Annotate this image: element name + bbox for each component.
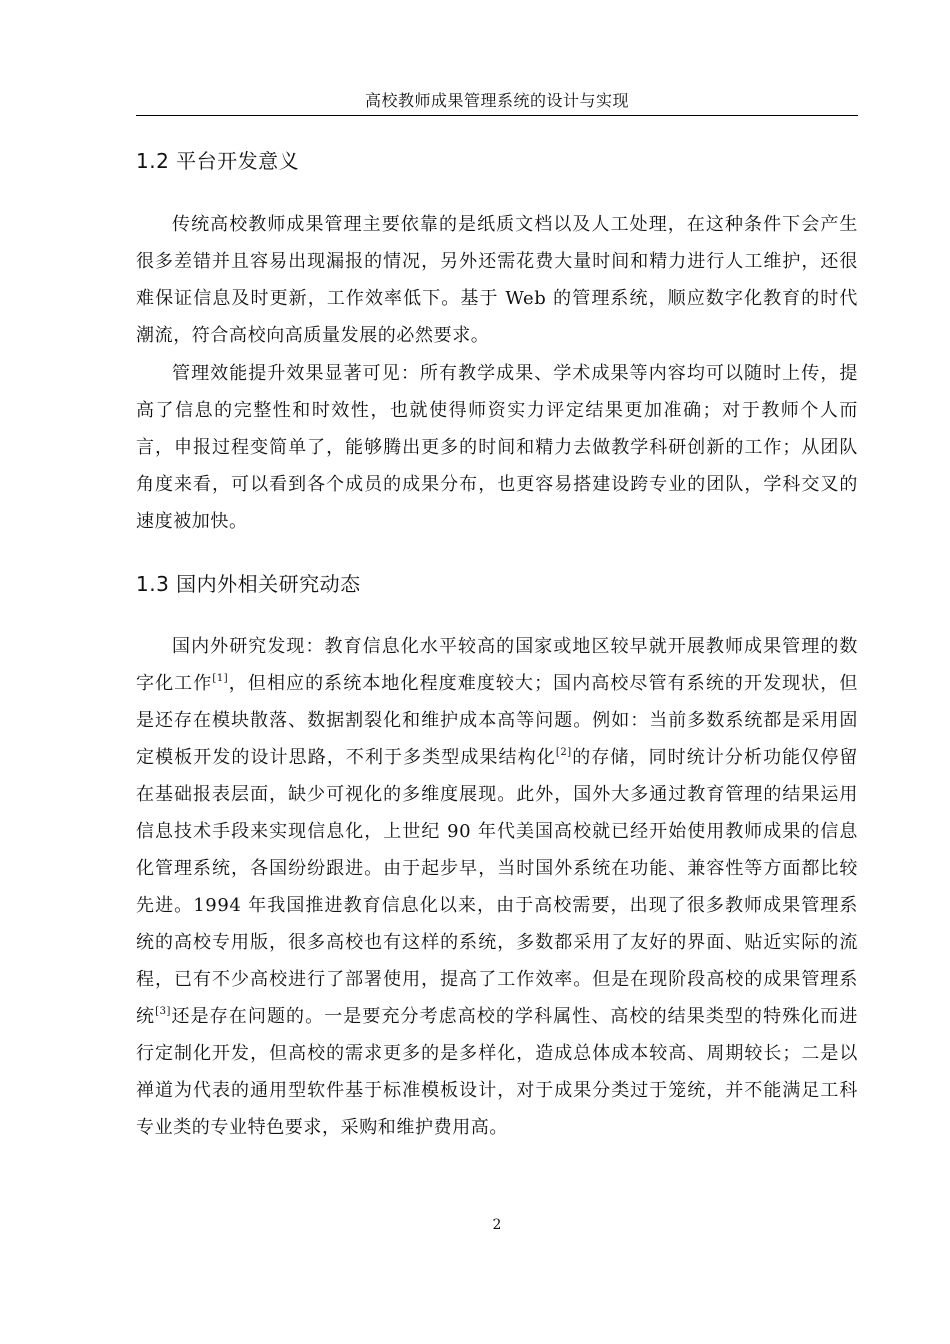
paragraph-1-2-b: 管理效能提升效果显著可见：所有教学成果、学术成果等内容均可以随时上传，提高了信息的完整性和时效性，也就使得师资实力评定结果更加准确；对于教师个人而言，申报过程变简单了，能够腾出更多的时间和精力去做教学科研创新的工作；从团队角度来看，可以看到各个成员的成果分布，也更容易搭建设跨专业的团队，学科交叉的速度被加快。 xyxy=(136,363,858,532)
page-number: 2 xyxy=(492,1217,502,1233)
section-heading-1-3: 1.3 国内外相关研究动态 xyxy=(136,572,361,596)
paragraph-1-3-part3: 的存储，同时统计分析功能仅停留在基础报表层面，缺少可视化的多维度展现。此外，国外大多通过教育管理的结果运用信息技术手段来实现信息化，上世纪 90 年代美国高校就已经开始使用教师成果的信息化管理系统，各国纷纷跟进。由于起步早，当时国外系统在功能、兼容性等方面都比较先进。1994 年我国推进教育信息化以来，由于高校需要，出现了很多教师成果管理系统的高校专用版，很多高校也有这样的系统，多数都采用了友好的界面、贴近实际的流程，已有不少高校进行了部署使用，提高了工作效率。但是在现阶段高校的成果管理系统 xyxy=(136,747,859,1027)
paragraph-1-2-a: 传统高校教师成果管理主要依靠的是纸质文档以及人工处理，在这种条件下会产生很多差错并且容易出现漏报的情况，另外还需花费大量时间和精力进行人工维护，还很难保证信息及时更新，工作效率低下。基于 Web 的管理系统，顺应数字化教育的时代潮流，符合高校向高质量发展的必然要求。 xyxy=(136,214,858,346)
paragraph-1-3 xyxy=(136,628,858,1146)
paragraph-1-3-part4: 还是存在问题的。一是要充分考虑高校的学科属性、高校的结果类型的特殊化而进行定制化开发，但高校的需求更多的是多样化，造成总体成本较高、周期较长；二是以禅道为代表的通用型软件基于标准模板设计，对于成果分类过于笼统，并不能满足工科专业类的专业特色要求，采购和维护费用高。 xyxy=(136,1006,858,1138)
citation-3: [3] xyxy=(155,1006,172,1017)
citation-1: [1] xyxy=(212,673,229,684)
header-rule xyxy=(136,115,858,116)
paragraph-1-3-part1: 国内外研究发现：教育信息化水平较高的国家或地区较早就开展教师成果管理的数字化工作 xyxy=(136,636,858,694)
citation-2: [2] xyxy=(555,747,572,758)
running-header: 高校教师成果管理系统的设计与实现 xyxy=(364,91,629,110)
section-heading-1-2: 1.2 平台开发意义 xyxy=(136,149,300,173)
paragraph-1-3-part2: ，但相应的系统本地化程度难度较大；国内高校尽管有系统的开发现状，但是还存在模块散落、数据割裂化和维护成本高等问题。例如：当前多数系统都是采用固定模板开发的设计思路，不利于多类型成果结构化 xyxy=(136,673,858,768)
